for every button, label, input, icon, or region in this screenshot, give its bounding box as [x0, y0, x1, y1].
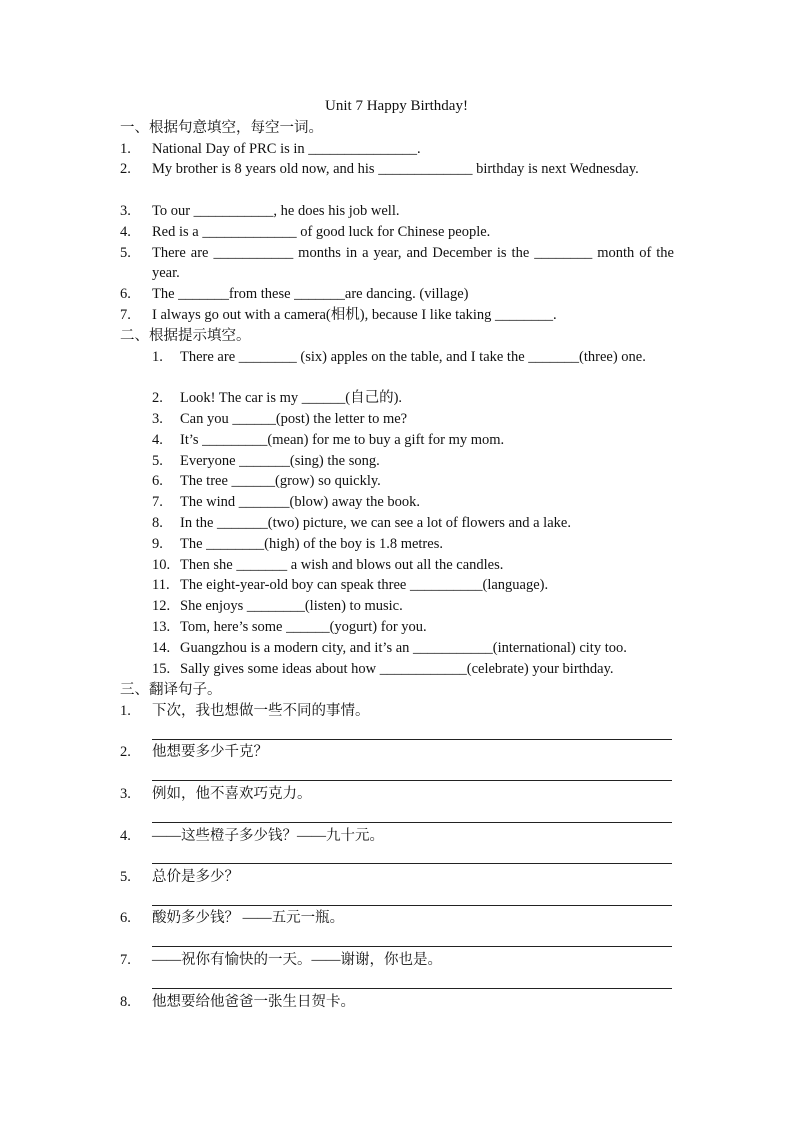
question-text: The eight-year-old boy can speak three __________(language). [180, 577, 549, 593]
question-number: 6. [120, 286, 131, 302]
question-text: Guangzhou is a modern city, and it’s an ___________(international) city too. [180, 640, 627, 656]
question-text: Sally gives some ideas about how ____________(celebrate) your birthday. [180, 661, 614, 677]
question-text: She enjoys ________(listen) to music. [180, 598, 403, 614]
question-text: I always go out with a camera(相机), because I like taking ________. [152, 307, 557, 323]
question-text: To our ___________, he does his job well. [152, 203, 400, 219]
answer-line[interactable] [152, 863, 672, 864]
question-text: 总价是多少？ [152, 869, 239, 885]
question-number: 4. [120, 828, 131, 844]
question-number: 1. [120, 141, 131, 157]
question-number: 1. [152, 349, 163, 365]
question-number: 8. [120, 994, 131, 1010]
question-text: ——这些橙子多少钱？——九十元。 [152, 828, 384, 844]
section-heading-fill-in: 一、根据句意填空，每空一词。 [120, 120, 323, 136]
question-number: 3. [120, 203, 131, 219]
question-number: 7. [120, 307, 131, 323]
question-number: 2. [152, 390, 163, 406]
answer-line[interactable] [152, 739, 672, 740]
section-heading-translate: 三、翻译句子。 [120, 682, 222, 698]
question-number: 9. [152, 536, 163, 552]
question-number: 2. [120, 161, 131, 177]
question-text: 他想要多少千克？ [152, 744, 268, 760]
question-text: In the _______(two) picture, we can see a lot of flowers and a lake. [180, 515, 571, 531]
question-text: 下次，我也想做一些不同的事情。 [152, 703, 370, 719]
question-number: 8. [152, 515, 163, 531]
question-number: 6. [152, 473, 163, 489]
question-number: 4. [120, 224, 131, 240]
question-text: The wind _______(blow) away the book. [180, 494, 421, 510]
question-number: 6. [120, 910, 131, 926]
question-text: Tom, here’s some ______(yogurt) for you. [180, 619, 427, 635]
question-text: Can you ______(post) the letter to me? [180, 411, 408, 427]
question-text: It’s _________(mean) for me to buy a gift for my mom. [180, 432, 505, 448]
answer-line[interactable] [152, 988, 672, 989]
answer-line[interactable] [152, 822, 672, 823]
question-text: Then she _______ a wish and blows out all the candles. [180, 557, 504, 573]
question-text: There are ________ (six) apples on the table, and I take the _______(three) one. [180, 349, 646, 365]
question-number: 5. [120, 869, 131, 885]
question-number: 5. [152, 453, 163, 469]
question-text: Everyone _______(sing) the song. [180, 453, 380, 469]
question-number: 15. [152, 661, 171, 677]
page-title: Unit 7 Happy Birthday! [325, 98, 468, 114]
question-number: 5. [120, 245, 131, 261]
question-text: There are ___________ months in a year, and December is the ________ month of the year. [152, 245, 674, 281]
question-number: 3. [152, 411, 163, 427]
question-number: 7. [120, 952, 131, 968]
question-number: 1. [120, 703, 131, 719]
question-text: ——祝你有愉快的一天。——谢谢，你也是。 [152, 952, 442, 968]
question-number: 4. [152, 432, 163, 448]
question-text: My brother is 8 years old now, and his _____________ birthday is next Wednesday. [152, 161, 639, 177]
question-number: 10. [152, 557, 171, 573]
question-text: 例如，他不喜欢巧克力。 [152, 786, 312, 802]
question-number: 13. [152, 619, 171, 635]
question-text: Look! The car is my ______(自己的). [180, 390, 403, 406]
question-text: 酸奶多少钱？ ——五元一瓶。 [152, 910, 345, 926]
question-text: 他想要给他爸爸一张生日贺卡。 [152, 994, 355, 1010]
question-number: 12. [152, 598, 171, 614]
answer-line[interactable] [152, 905, 672, 906]
question-number: 11. [152, 577, 170, 593]
question-text: National Day of PRC is in _______________. [152, 141, 421, 157]
question-text: The _______from these _______are dancing. (village) [152, 286, 469, 302]
question-text: The ________(high) of the boy is 1.8 metres. [180, 536, 443, 552]
answer-line[interactable] [152, 780, 672, 781]
question-number: 2. [120, 744, 131, 760]
question-text: The tree ______(grow) so quickly. [180, 473, 381, 489]
question-number: 14. [152, 640, 171, 656]
answer-line[interactable] [152, 946, 672, 947]
section-heading-hint-fill: 二、根据提示填空。 [120, 328, 251, 344]
question-text: Red is a _____________ of good luck for Chinese people. [152, 224, 491, 240]
question-number: 3. [120, 786, 131, 802]
question-number: 7. [152, 494, 163, 510]
